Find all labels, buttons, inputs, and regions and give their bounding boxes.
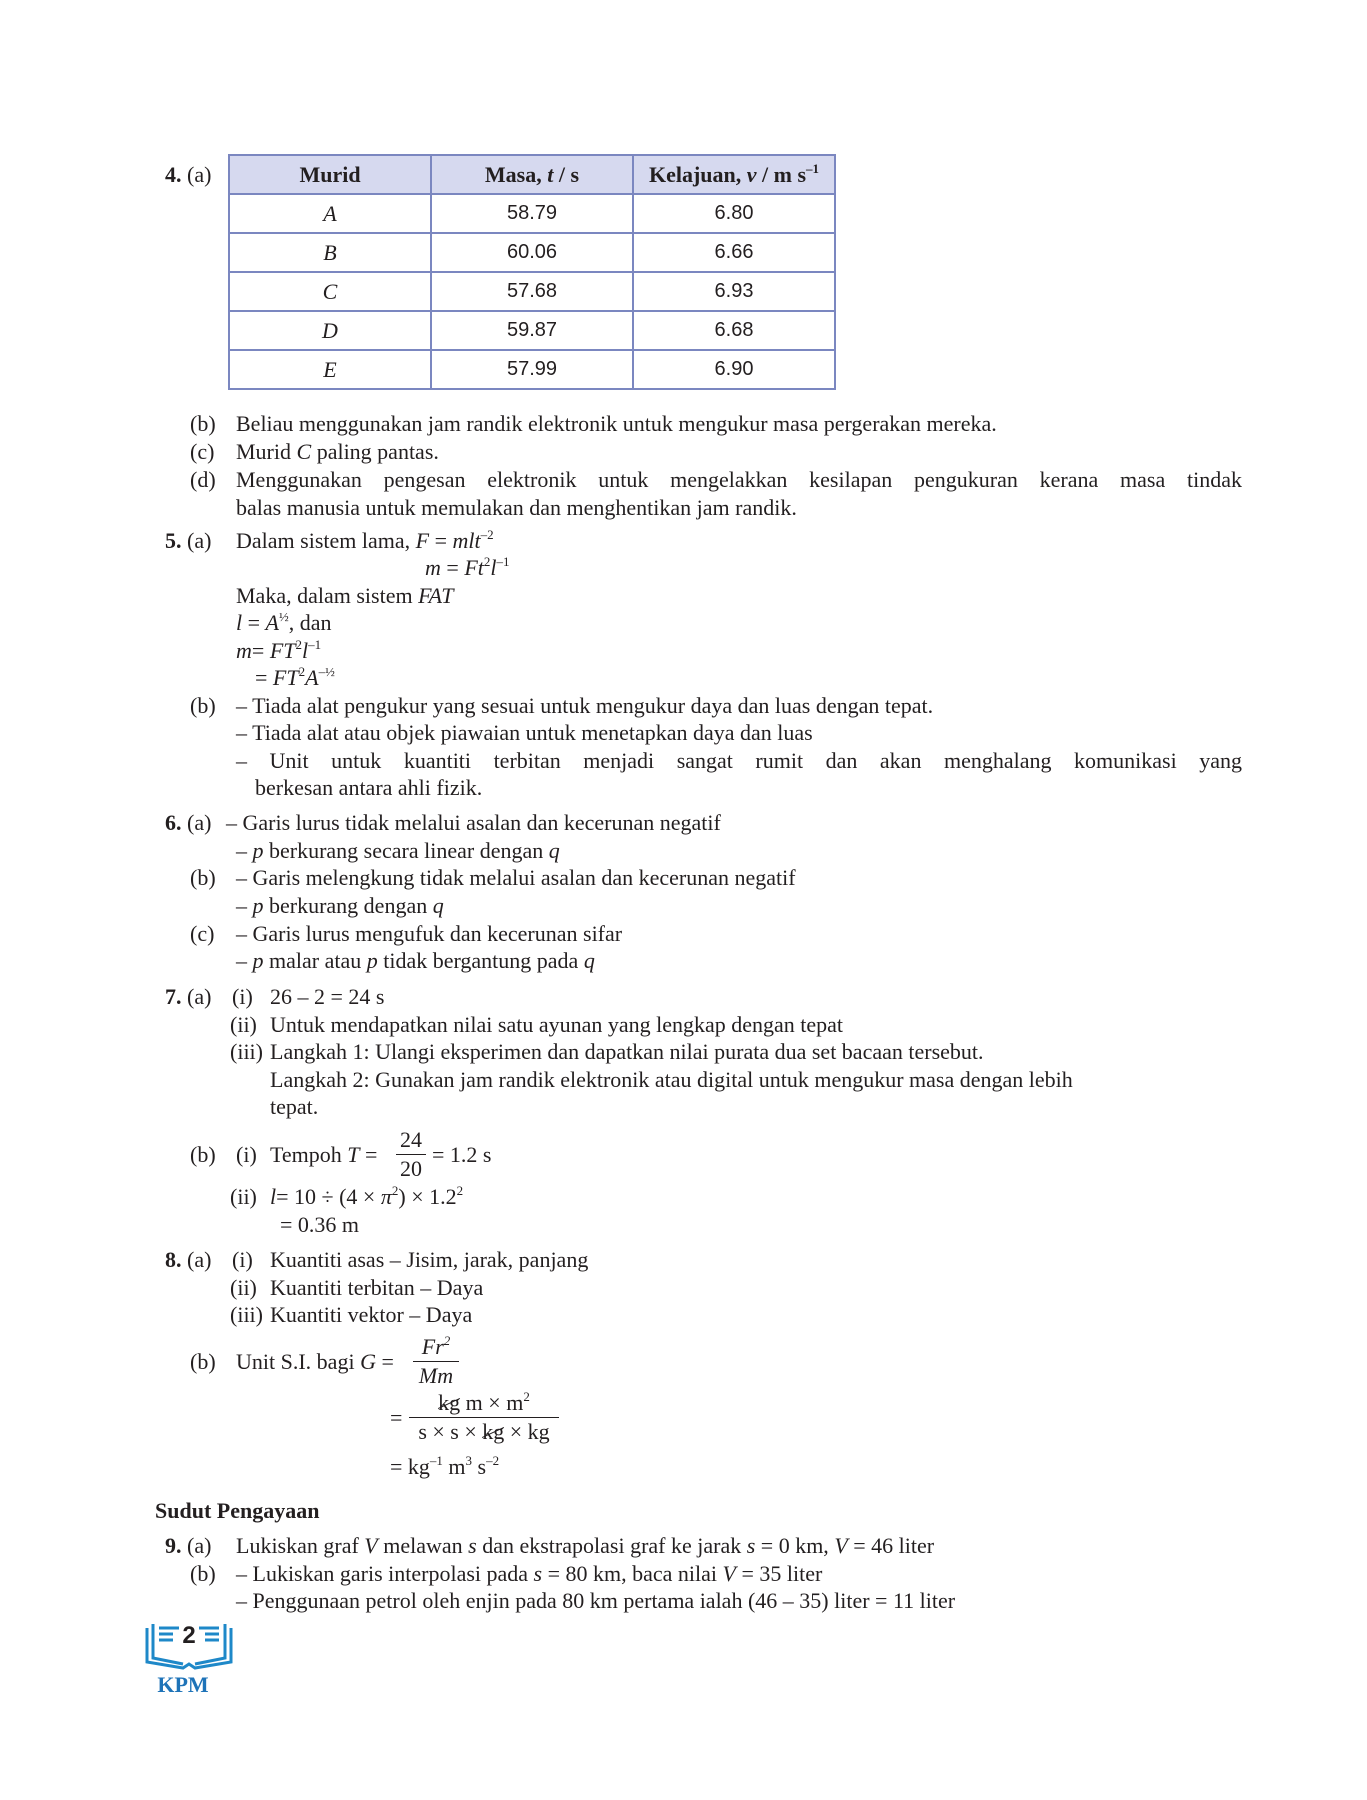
q7aiii-line2: Langkah 2: Gunakan jam randik elektronik atau digital untuk mengukur masa dengan lebih <box>270 1067 1073 1092</box>
cell-kelajuan: 6.90 <box>633 350 835 389</box>
q6b-label: (b) <box>190 865 216 890</box>
q5a-line2: $m = Ft^2l^{-1}$ <box>425 554 510 580</box>
q5-label: 5. (a) <box>165 528 212 553</box>
fraction-units <box>409 1390 559 1445</box>
header-kelajuan: Kelajuan, v / m $s^{-1}$ <box>633 155 835 194</box>
q6a-line1: – Garis lurus tidak melalui asalan dan kecerunan negatif <box>226 810 721 835</box>
q5a-line4: $l = A^{\frac{1}{2}}$, dan <box>236 609 332 635</box>
q8ai-label: (i) <box>232 1247 253 1272</box>
kpm-logo <box>143 1620 235 1700</box>
cell-kelajuan: 6.66 <box>633 233 835 272</box>
cell-murid: A <box>229 194 431 233</box>
cell-masa: 58.79 <box>431 194 633 233</box>
fraction-numerator: 24 <box>400 1127 422 1152</box>
header-murid: Murid <box>229 155 431 194</box>
q6-label: 6. (a) <box>165 810 212 835</box>
data-table <box>228 154 836 390</box>
q7aii-text: Untuk mendapatkan nilai satu ayunan yang lengkap dengan tepat <box>270 1012 844 1037</box>
q5b-item: – Tiada alat atau objek piawaian untuk menetapkan daya dan luas <box>236 720 813 745</box>
q5a-line5: $m= FT^2l^{-1}$ <box>236 637 322 663</box>
q8ai-text: Kuantiti asas – Jisim, jarak, panjang <box>270 1247 589 1272</box>
q8b-result: = $kg^{-1}$ $m^3$ $s^{-2}$ <box>390 1453 500 1479</box>
fraction-numerator: kg $m \times m^2$ <box>438 1389 530 1415</box>
q7aiii-line1: Langkah 1: Ulangi eksperimen dan dapatkan nilai purata dua set bacaan tersebut. <box>270 1039 984 1064</box>
fraction-bar <box>413 1361 459 1362</box>
q9b-line2: – Penggunaan petrol oleh enjin pada 80 km pertama ialah (46 – 35) liter = 11 liter <box>236 1588 956 1613</box>
cell-murid: E <box>229 350 431 389</box>
fraction-g-formula <box>413 1334 459 1389</box>
q7bii-text: $l= 10 \div (4 \times \pi^2) \times 1.2^2$ <box>270 1183 464 1209</box>
fraction-bar <box>409 1417 559 1418</box>
equals-sign: = <box>390 1405 403 1430</box>
cell-masa: 57.99 <box>431 350 633 389</box>
q5b-item: – Unit untuk kuantiti terbitan menjadi sangat rumit dan akan menghalang komunikasi yang <box>236 748 1242 773</box>
q9a-text: Lukiskan graf V melawan s dan ekstrapolasi graf ke jarak s = 0 km, V = 46 liter <box>236 1533 935 1558</box>
table-row <box>229 233 835 272</box>
cell-masa: 59.87 <box>431 311 633 350</box>
q6a-line2: – p berkurang secara linear dengan q <box>236 838 560 863</box>
q7aiii-label: (iii) <box>230 1039 263 1064</box>
q4-label: 4. (a) <box>165 162 212 187</box>
fraction-denominator: 20 <box>400 1156 422 1181</box>
q8b-label: (b) <box>190 1349 216 1374</box>
q8aiii-text: Kuantiti vektor – Daya <box>270 1302 473 1327</box>
q7-label: 7. (a) <box>165 984 212 1009</box>
q4b-label: (b) <box>190 411 216 436</box>
cell-kelajuan: 6.68 <box>633 311 835 350</box>
table-header-row <box>229 155 835 194</box>
q4c-label: (c) <box>190 439 215 464</box>
q7bii-result: = 0.36 m <box>280 1212 360 1237</box>
q9-label: 9. (a) <box>165 1533 212 1558</box>
q8aii-label: (ii) <box>230 1275 257 1300</box>
q8aii-text: Kuantiti terbitan – Daya <box>270 1275 484 1300</box>
q7bi-text: Tempoh T = <box>270 1142 378 1167</box>
q7b-label: (b) <box>190 1142 216 1167</box>
q5a-line6: = $FT^2A^{-\frac{1}{2}}$ <box>255 664 335 690</box>
cell-murid: D <box>229 311 431 350</box>
cell-masa: 57.68 <box>431 272 633 311</box>
fraction-period <box>396 1127 426 1182</box>
section-title: Sudut Pengayaan <box>155 1498 320 1523</box>
q6b-line1: – Garis melengkung tidak melalui asalan dan kecerunan negatif <box>236 865 796 890</box>
q7aii-label: (ii) <box>230 1012 257 1037</box>
table-row <box>229 311 835 350</box>
cell-murid: B <box>229 233 431 272</box>
q7bii-label: (ii) <box>230 1184 257 1209</box>
q7ai-text: 26 – 2 = 24 s <box>270 984 385 1009</box>
q7aiii-line3: tepat. <box>270 1094 319 1119</box>
q4d-line2: balas manusia untuk memulakan dan menghentikan jam randik. <box>236 495 797 520</box>
q7bi-result: = 1.2 s <box>432 1142 492 1167</box>
q7ai-label: (i) <box>232 984 253 1009</box>
fraction-denominator: Mm <box>418 1363 454 1388</box>
fraction-denominator: s × s × kg × kg <box>418 1419 550 1444</box>
q6c-label: (c) <box>190 921 215 946</box>
cell-kelajuan: 6.80 <box>633 194 835 233</box>
q5b-label: (b) <box>190 693 216 718</box>
q6c-line2: – p malar atau p tidak bergantung pada q <box>236 948 595 973</box>
q6b-line2: – p berkurang dengan q <box>236 893 444 918</box>
q4d-line1: Menggunakan pengesan elektronik untuk mengelakkan kesilapan pengukuran kerana masa tindak <box>236 467 1242 492</box>
q7bi-label: (i) <box>236 1142 257 1167</box>
q4d-label: (d) <box>190 467 216 492</box>
cell-kelajuan: 6.93 <box>633 272 835 311</box>
q9b-line1: – Lukiskan garis interpolasi pada s = 80 km, baca nilai V = 35 liter <box>236 1561 823 1586</box>
table-row <box>229 350 835 389</box>
cell-masa: 60.06 <box>431 233 633 272</box>
fraction-numerator: Fr$^2$ <box>421 1333 451 1359</box>
q5b-item: – Tiada alat pengukur yang sesuai untuk mengukur daya dan luas dengan tepat. <box>236 693 934 718</box>
q4c-text: Murid C paling pantas. <box>236 439 439 464</box>
q5b-item-cont: berkesan antara ahli fizik. <box>255 775 483 800</box>
page-number: 2 <box>182 1622 196 1649</box>
q4b-text: Beliau menggunakan jam randik elektronik untuk mengukur masa pergerakan mereka. <box>236 411 997 436</box>
logo-text: KPM <box>157 1672 209 1697</box>
table-row <box>229 194 835 233</box>
q6c-line1: – Garis lurus mengufuk dan kecerunan sifar <box>236 921 623 946</box>
table-row <box>229 272 835 311</box>
q8aiii-label: (iii) <box>230 1302 263 1327</box>
q5a-line1: Dalam sistem lama, F = mlt$^{-2}$ <box>236 527 494 553</box>
q9b-label: (b) <box>190 1561 216 1586</box>
header-masa: Masa, t / s <box>431 155 633 194</box>
q5a-line3: Maka, dalam sistem FAT <box>236 583 454 608</box>
q8b-text: Unit S.I. bagi G = <box>236 1349 394 1374</box>
cell-murid: C <box>229 272 431 311</box>
q8-label: 8. (a) <box>165 1247 212 1272</box>
fraction-bar <box>396 1154 426 1155</box>
